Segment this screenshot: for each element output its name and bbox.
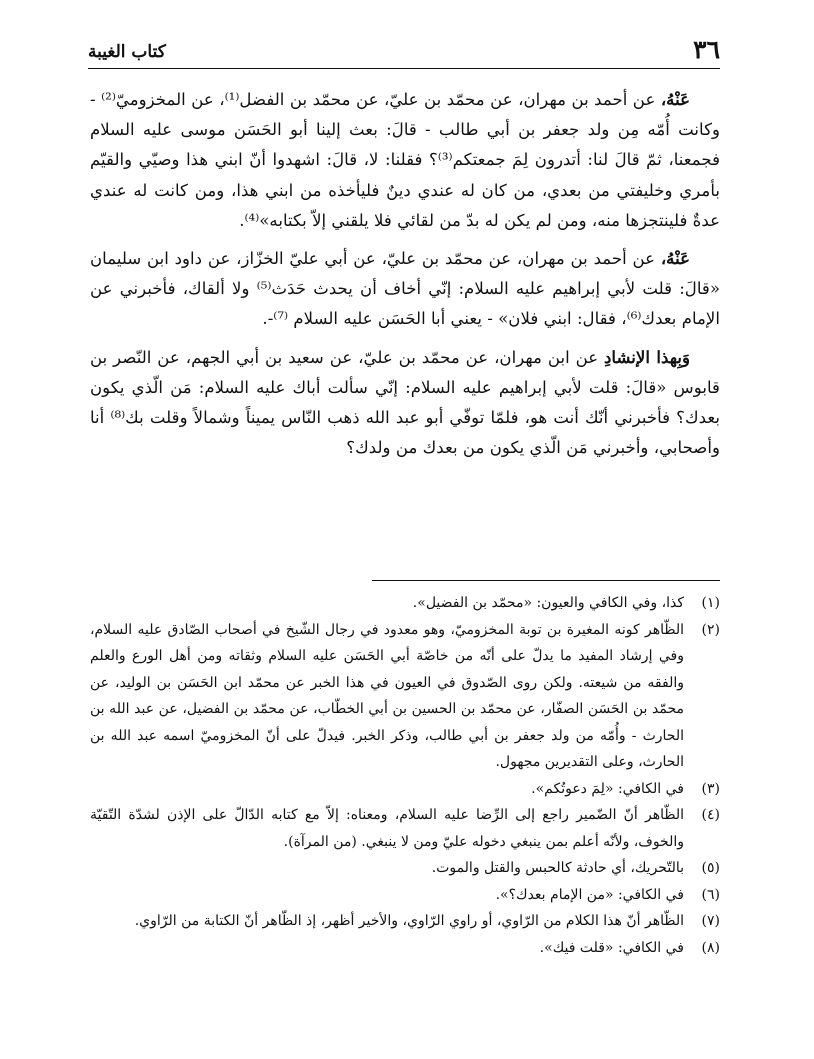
paragraph-lead: وَبِهذا الإنشادِ: [604, 346, 690, 367]
main-text: [90, 84, 720, 470]
footnote-text: بالتّحريك، أي حادثة كالحبس والقتل والموت.: [431, 860, 684, 876]
footnote-text: كذا، وفي الكافي والعيون: «محمّد بن الفضيل».: [412, 595, 684, 611]
footnote: [90, 882, 720, 909]
running-title: كتاب الغيبة: [88, 42, 166, 62]
page-number: ٣٦: [693, 35, 720, 64]
footnote: [90, 590, 720, 617]
paragraph-text: عن ابن مهران، عن محمّد بن عليّ، عن سعيد بن أبي الجهم، عن النّصر بن قابوس «قالَ: قلت لأبي إبراهيم عليه السلام: إنّي سألت أباك عليه السلام: مَن الّذي يكون بعدك؟ فأخبرني أنّك أنت هو، فلمّا توفّي أبو عبد الله ذهب النّاس يميناً وشمالاً وقلت بك⁽⁸⁾ أنا وأصحابي، وأخبرني مَن الّذي يكون من بعدك من ولدك؟: [90, 347, 720, 458]
paragraph: [90, 84, 720, 236]
footnote: [90, 617, 720, 776]
footnote: [90, 802, 720, 855]
footnote: [90, 908, 720, 935]
footnote-number: (٣): [701, 780, 720, 797]
footnote-number: (٢): [701, 621, 720, 638]
footnote-text: في الكافي: «قلت فيك».: [539, 939, 684, 956]
footnote-text: في الكافي: «من الإمام بعدك؟».: [495, 886, 684, 903]
footnote-number: (٨): [701, 939, 720, 956]
footnote: [90, 776, 720, 803]
footnote-text: الظّاهر أنّ هذا الكلام من الرّاوي، أو راوي الرّاوي، والأخير أظهر، إذ الظّاهر أنّ الكتابة من الرّاوي.: [134, 913, 684, 929]
paragraph-text: عن أحمد بن مهران، عن محمّد بن عليّ، عن محمّد بن الفضل⁽¹⁾، عن المخزوميّ⁽²⁾ - وكانت أُمّه مِن ولد جعفر بن أبي طالب - قالَ: بعث إلينا أبو الحَسَن موسى عليه السلام فجمعنا، ثمّ قالَ لنا: أتدرون لِمَ جمعتكم⁽³⁾؟ فقلنا: لا، قالَ: اشهدوا أنّ ابني هذا وصيّي والقيّم بأمري وخليفتي من بعدي، من كان له عندي دينٌ فليأخذه من ابني هذا، ومن كانت له عندي عدةٌ فلينتجزها منه، ومن لم يكن له بدّ من لقائي فلا يلقني إلاّ بكتابه»⁽⁴⁾.: [90, 90, 720, 230]
header-divider: [88, 68, 720, 69]
paragraph-lead: عَنْهُ،: [660, 248, 690, 269]
footnote: [90, 855, 720, 882]
footnote-divider: [372, 580, 720, 581]
footnote-number: (٥): [701, 860, 720, 876]
footnote-text: في الكافي: «لِمَ دعوتُكم».: [531, 780, 684, 797]
paragraph-text: عن أحمد بن مهران، عن محمّد بن عليّ، عن أبي عليّ الخزّاز، عن داود ابن سليمان «قالَ: قلت لأبي إبراهيم عليه السلام: إنّي أخاف أن يحدث حَدَث⁽⁵⁾ ولا ألقاك، فأخبرني عن الإمام بعدك⁽⁶⁾، فقال: ابني فلان» - يعني أبا الحَسَن عليه السلام ⁽⁷⁾-.: [90, 249, 720, 329]
footnote: [90, 935, 720, 962]
paragraph-lead: عَنْهُ،: [660, 89, 690, 109]
footnote-text: الظّاهر أنّ الضّمير راجع إلى الرِّضا عليه السلام، ومعناه: إلاّ مع كتابه الدّالّ على الإذن لشدّة التّقيّة والخوف، ولأنّه أعلم بمن ينبغي دخوله عليّ ومن لا ينبغي. (من المرآة).: [90, 807, 684, 850]
footnote-number: (٤): [701, 807, 720, 823]
page-header: [88, 34, 720, 64]
footnotes: [90, 590, 720, 961]
footnote-number: (٦): [701, 886, 720, 903]
footnote-number: (٧): [701, 913, 720, 929]
footnote-text: الظّاهر كونه المغيرة بن توبة المخزوميّ، وهو معدود في رجال الشّيخ في أصحاب الصّادق عليه السلام، وفي إرشاد المفيد ما يدلّ على أنّه من خاصّة أبي الحَسَن عليه السلام وثقاته ومن أهل الورع والعلم والفقه من شيعته. ولكن روى الصّدوق في العيون في هذا الخبر عن محمّد ابن الحَسَن بن الوليد، عن محمّد بن الحَسَن الصفّار، عن محمّد بن الحسين بن أبي الخطّاب، عن محمّد بن الفضيل، عن عبد الله بن الحارث - وأُمّه من ولد جعفر بن أبي طالب، وذكر الخبر. فيدلّ على أنّ المخزوميّ اسمه عبد الله بن الحارث، وعلى التقديرين مجهول.: [90, 621, 684, 770]
paragraph: [90, 243, 720, 335]
footnote-number: (١): [701, 595, 720, 611]
paragraph: [90, 342, 720, 464]
